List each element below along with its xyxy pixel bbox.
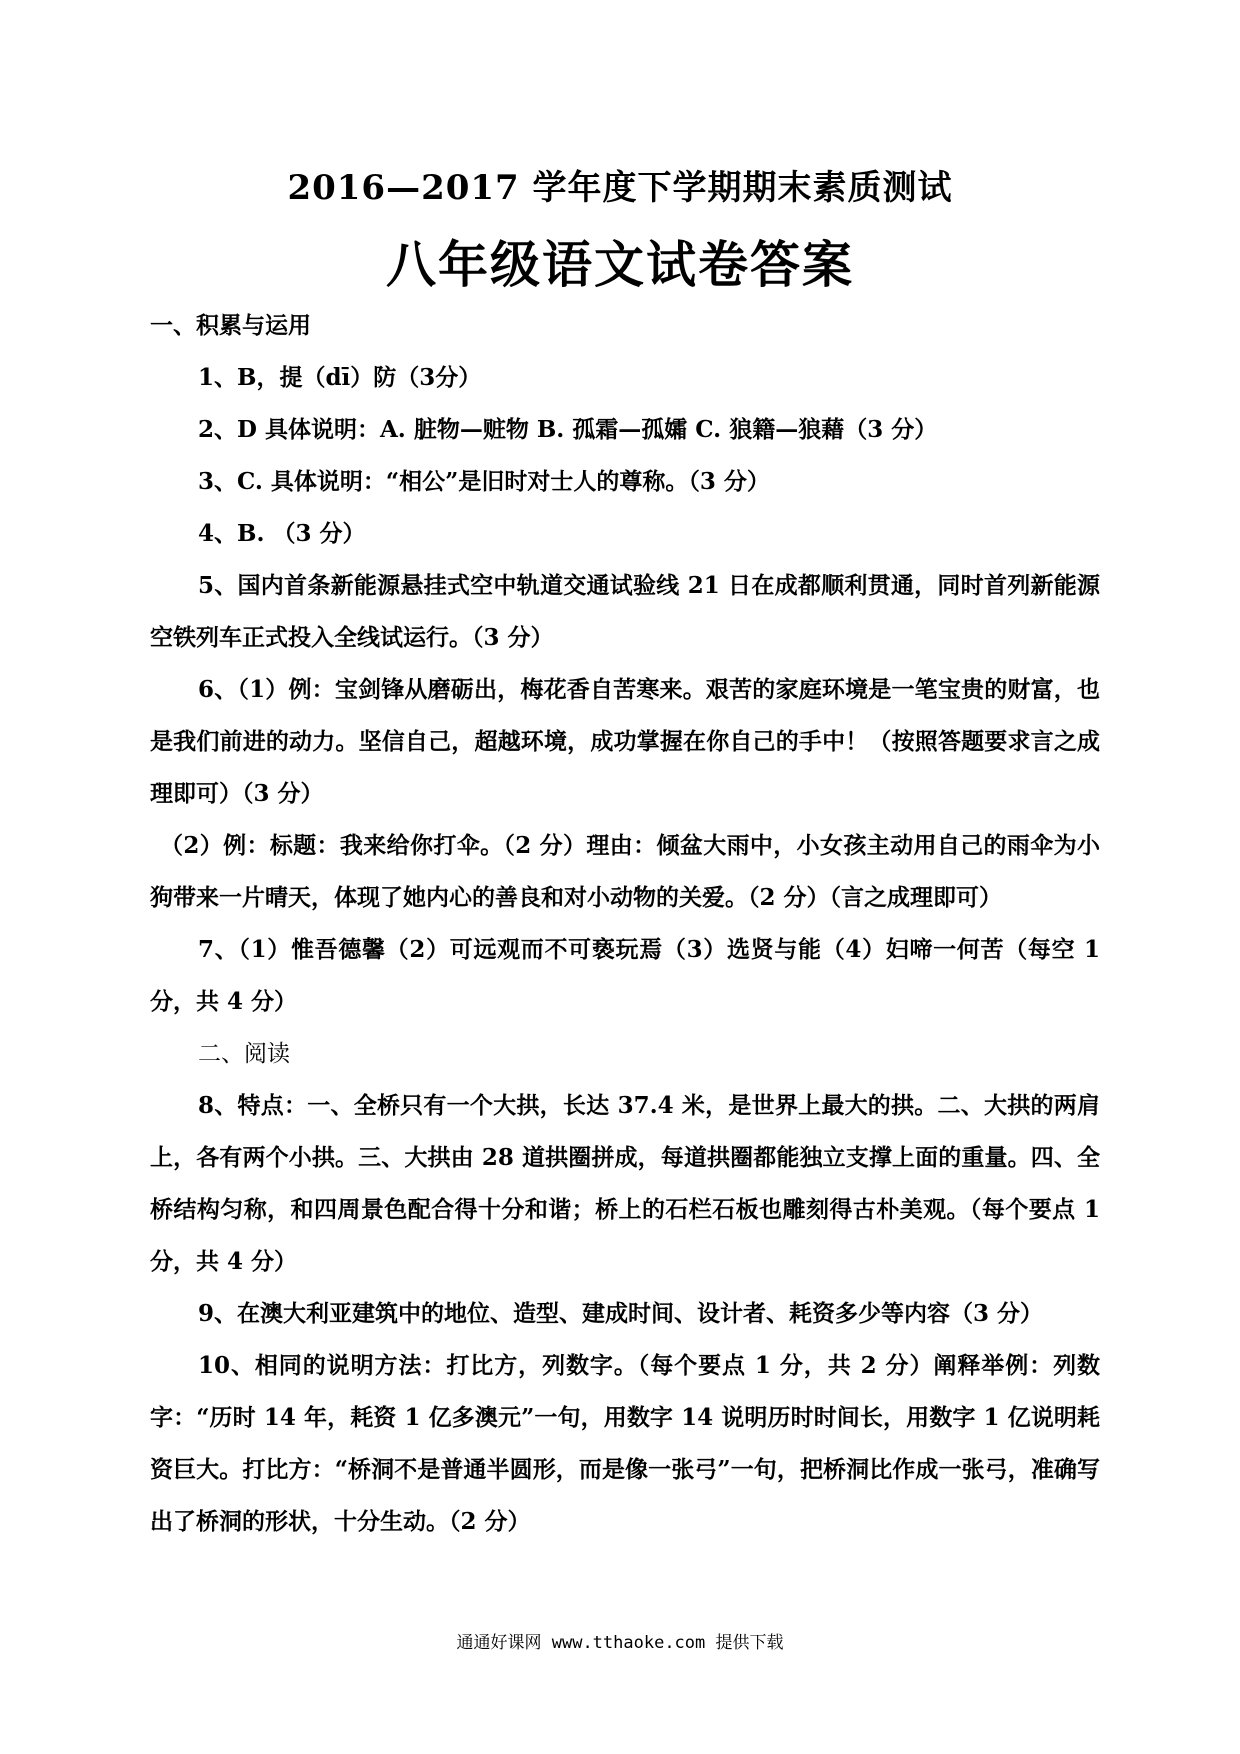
answer-6-part-2: （2）例：标题：我来给你打伞。（2 分）理由：倾盆大雨中，小女孩主动用自己的雨伞为小狗带来一片晴天，体现了她内心的善良和对小动物的关爱。（2 分）（言之成理即可） xyxy=(150,832,1100,911)
answer-4: 4、B. （3 分） xyxy=(198,520,366,547)
page-footer: 通通好课网 www.tthaoke.com 提供下载 xyxy=(456,1633,784,1653)
exam-title: 八年级语文试卷答案 xyxy=(386,236,854,294)
answer-10: 10、相同的说明方法：打比方，列数字。（每个要点 1 分，共 2 分）阐释举例：列数字：“历时 14 年，耗资 1 亿多澳元”一句，用数字 14 说明历时时间长，用数字 1 亿说明耗资巨大。打比方：“桥洞不是普通半圆形，而是像一张弓”一句，把桥洞比作成一张弓，准确写出了桥洞的形状，十分生动。（2 分） xyxy=(150,1352,1100,1535)
answer-2: 2、D 具体说明：A. 脏物—赃物 B. 孤霜—孤孀 C. 狼籍—狼藉（3 分） xyxy=(198,416,938,443)
answer-8: 8、特点：一、全桥只有一个大拱，长达 37.4 米，是世界上最大的拱。二、大拱的两肩上，各有两个小拱。三、大拱由 28 道拱圈拼成，每道拱圈都能独立支撑上面的重量。四、全桥结构匀称，和四周景色配合得十分和谐；桥上的石栏石板也雕刻得古朴美观。（每个要点 1 分，共 4 分） xyxy=(150,1092,1100,1275)
answer-3: 3、C. 具体说明：“相公”是旧时对士人的尊称。（3 分） xyxy=(198,468,770,495)
answer-1: 1、B，提（dī）防（3分） xyxy=(198,364,482,391)
answer-7: 7、（1）惟吾德馨（2）可远观而不可亵玩焉（3）选贤与能（4）妇啼一何苦（每空 1 分，共 4 分） xyxy=(150,936,1100,1015)
answer-6-part-1: 6、（1）例：宝剑锋从磨砺出，梅花香自苦寒来。艰苦的家庭环境是一笔宝贵的财富，也是我们前进的动力。坚信自己，超越环境，成功掌握在你自己的手中！（按照答题要求言之成理即可）（3 分） xyxy=(150,676,1100,807)
answer-body xyxy=(150,300,1100,1548)
section-heading-1: 一、积累与运用 xyxy=(150,312,311,339)
answer-9: 9、在澳大利亚建筑中的地位、造型、建成时间、设计者、耗资多少等内容（3 分） xyxy=(198,1300,1044,1327)
section-heading-2: 二、阅读 xyxy=(198,1041,290,1067)
answer-5: 5、国内首条新能源悬挂式空中轨道交通试验线 21 日在成都顺利贯通，同时首列新能源空铁列车正式投入全线试运行。（3 分） xyxy=(150,572,1100,651)
exam-subtitle: 2016—2017 学年度下学期期末素质测试 xyxy=(287,168,953,208)
